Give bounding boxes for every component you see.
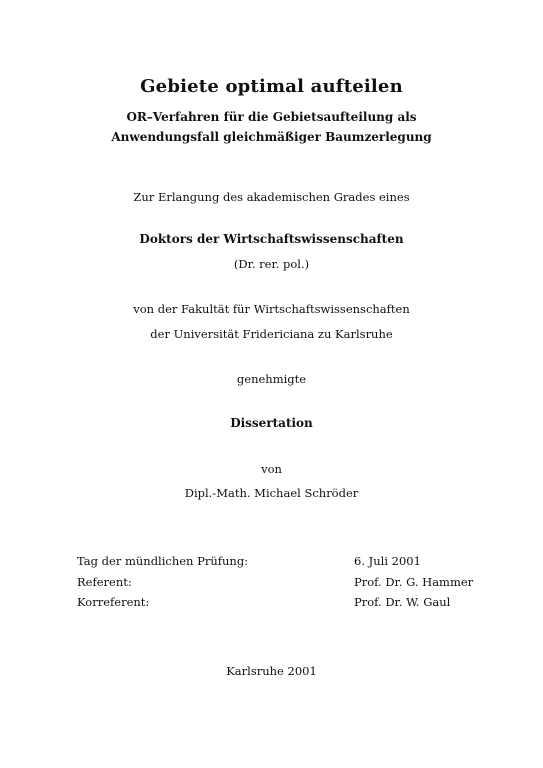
faculty-line-1: von der Fakultät für Wirtschaftswissenschaften [133, 302, 410, 316]
thesis-title: Gebiete optimal aufteilen [140, 76, 403, 97]
faculty-line-2: der Universität Fridericiana zu Karlsruhe [150, 327, 393, 341]
by-label: von [261, 462, 282, 476]
referee-value: Prof. Dr. G. Hammer [354, 574, 474, 589]
degree-name: Doktors der Wirtschaftswissenschaften [139, 232, 404, 246]
exam-row-referee [77, 575, 497, 596]
referee-label: Referent: [77, 574, 132, 589]
exam-date-label: Tag der mündlichen Prüfung: [77, 554, 249, 568]
degree-abbreviation: (Dr. rer. pol.) [233, 257, 310, 271]
approved-label: genehmigte [236, 372, 307, 386]
author-name: Dipl.-Math. Michael Schröder [184, 486, 359, 500]
examination-details [77, 554, 497, 616]
place-and-year: Karlsruhe 2001 [226, 664, 317, 678]
thesis-subtitle-line-1: OR–Verfahren für die Gebietsaufteilung als [126, 110, 417, 124]
document-type: Dissertation [230, 416, 313, 430]
co-referee-label: Korreferent: [77, 595, 150, 609]
exam-row-co-referee [77, 595, 497, 616]
co-referee-value: Prof. Dr. W. Gaul [354, 595, 451, 609]
degree-purpose: Zur Erlangung des akademischen Grades eines [133, 190, 410, 204]
exam-date-value: 6. Juli 2001 [354, 554, 421, 568]
exam-row-date [77, 554, 497, 575]
thesis-subtitle-line-2: Anwendungsfall gleichmäßiger Baumzerlegung [111, 130, 432, 144]
